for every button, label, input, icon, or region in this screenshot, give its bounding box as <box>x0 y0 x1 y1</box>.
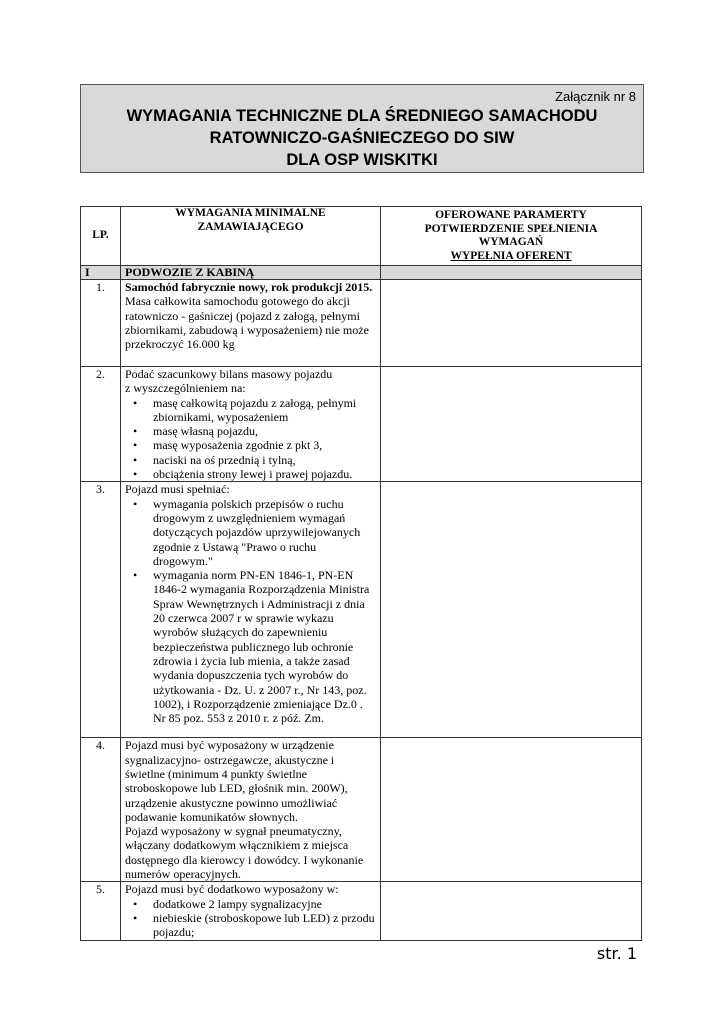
bullet-list <box>125 897 376 940</box>
requirement-cell: Pojazd musi spełniać: • wymagania polskich przepisów o ruchu drogowym z uwzględnieniem wymagań dotyczących pojazdów uprzywilejowanych zgodnie z Ustawą "Prawo o ruchu drogowym." • wymagania norm PN-EN 1846-1, PN-EN 1846-2 wymagania Rozporządzenia Ministra Spraw Wewnętrznych i Administracji z dnia 20 czerwca 2007 r w sprawie wykazu wyrobów służących do zapewnieniu bezpieczeństwa publicznego lub ochronie zdrowia i życia lub mienia, a także zasad wydania dopuszczenia tych wyrobów do użytkowania - Dz. U. z 2007 r., Nr 143, poz. 1002), i Rozporządzenie zmieniające Dz.0 . Nr 85 poz. 553 z 2010 r. z póź. Zm. <box>121 482 381 738</box>
document-title <box>81 105 643 171</box>
list-item: • wymagania polskich przepisów o ruchu drogowym z uwzględnieniem wymagań dotyczących pojazdów uprzywilejowanych zgodnie z Ustawą "Prawo o ruchu drogowym." <box>153 497 376 568</box>
table-row <box>81 882 642 940</box>
section-row <box>81 266 642 280</box>
section-label: PODWOZIE Z KABINĄ <box>121 266 381 280</box>
list-item: • masę własną pojazdu, <box>153 424 376 438</box>
col-requirements-header: WYMAGANIA MINIMALNE ZAMAWIAJĄCEGO <box>121 207 381 266</box>
table-row <box>81 482 642 738</box>
page-number: str. 1 <box>596 944 637 963</box>
list-item: • wymagania norm PN-EN 1846-1, PN-EN 1846-2 wymagania Rozporządzenia Ministra Spraw Wewnętrznych i Administracji z dnia 20 czerwca 2007 r w sprawie wykazu wyrobów służących do zapewnieniu bezpieczeństwa publicznego lub ochronie zdrowia i życia lub mienia, a także zasad wydania dopuszczenia tych wyrobów do użytkowania - Dz. U. z 2007 r., Nr 143, poz. 1002), i Rozporządzenie zmieniające Dz.0 . Nr 85 poz. 553 z 2010 r. z póź. Zm. <box>153 568 376 725</box>
requirement-cell: Pojazd musi być wyposażony w urządzenie sygnalizacyjno- ostrzegawcze, akustyczne i świetlne (minimum 4 punkty świetlne stroboskopowe lub LED, głośnik min. 200W), urządzenie akustyczne powinno umożliwiać podawanie komunikatów słownych. Pojazd wyposażony w sygnał pneumatyczny, włączany dodatkowym włącznikiem z miejsca dostępnego dla kierowcy i dowódcy. I wykonanie numerów operacyjnych. <box>121 738 381 882</box>
row-number: 3. <box>81 482 121 738</box>
table-header-row <box>81 207 642 266</box>
offer-cell[interactable] <box>381 882 642 940</box>
row-number: 4. <box>81 738 121 882</box>
requirements-table <box>80 206 642 941</box>
title-line-1: WYMAGANIA TECHNICZNE DLA ŚREDNIEGO SAMACHODU <box>126 107 598 125</box>
header-box <box>80 84 644 173</box>
list-item: • obciążenia strony lewej i prawej pojazdu. <box>153 467 376 481</box>
row-number: 2. <box>81 367 121 482</box>
title-line-2: RATOWNICZO-GAŚNIECZEGO DO SIW <box>209 129 515 147</box>
list-item: • dodatkowe 2 lampy sygnalizacyjne <box>153 897 376 911</box>
row-number: 1. <box>81 280 121 367</box>
title-line-3: DLA OSP WISKITKI <box>286 151 438 169</box>
col-offer-header: OFEROWANE PARAMERTY POTWIERDZENIE SPEŁNIENIA WYMAGAŃ WYPEŁNIA OFERENT <box>381 207 642 266</box>
offer-cell[interactable] <box>381 482 642 738</box>
offer-cell[interactable] <box>381 280 642 367</box>
requirement-cell: Samochód fabrycznie nowy, rok produkcji 2015. Masa całkowita samochodu gotowego do akcji ratowniczo - gaśniczej (pojazd z załogą, pełnymi zbiornikami, zabudową i wyposażeniem) nie może przekroczyć 16.000 kg <box>121 280 381 367</box>
requirement-cell: Pojazd musi być dodatkowo wyposażony w: • dodatkowe 2 lampy sygnalizacyjne • niebieskie (stroboskopowe lub LED) z przodu pojazdu; <box>121 882 381 940</box>
table-row <box>81 280 642 367</box>
list-item: • masę całkowitą pojazdu z załogą, pełnymi zbiornikami, wyposażeniem <box>153 396 376 425</box>
bullet-list <box>125 497 376 726</box>
list-item: • naciski na oś przednią i tylną, <box>153 453 376 467</box>
section-offer-cell <box>381 266 642 280</box>
offer-cell[interactable] <box>381 738 642 882</box>
section-number: I <box>81 266 121 280</box>
requirement-cell: Podać szacunkowy bilans masowy pojazdu z wyszczególnieniem na: • masę całkowitą pojazdu z załogą, pełnymi zbiornikami, wyposażeniem • masę własną pojazdu, • masę wyposażenia zgodnie z pkt 3, • naciski na oś przednią i tylną, • obciążenia strony lewej i prawej pojazdu. <box>121 367 381 482</box>
table-row <box>81 738 642 882</box>
offer-cell[interactable] <box>381 367 642 482</box>
table-row <box>81 367 642 482</box>
list-item: • masę wyposażenia zgodnie z pkt 3, <box>153 438 376 452</box>
annex-label: Załącznik nr 8 <box>555 89 636 104</box>
row-number: 5. <box>81 882 121 940</box>
col-lp-header: LP. <box>81 207 121 266</box>
list-item: • niebieskie (stroboskopowe lub LED) z przodu pojazdu; <box>153 911 376 940</box>
bullet-list <box>125 396 376 482</box>
